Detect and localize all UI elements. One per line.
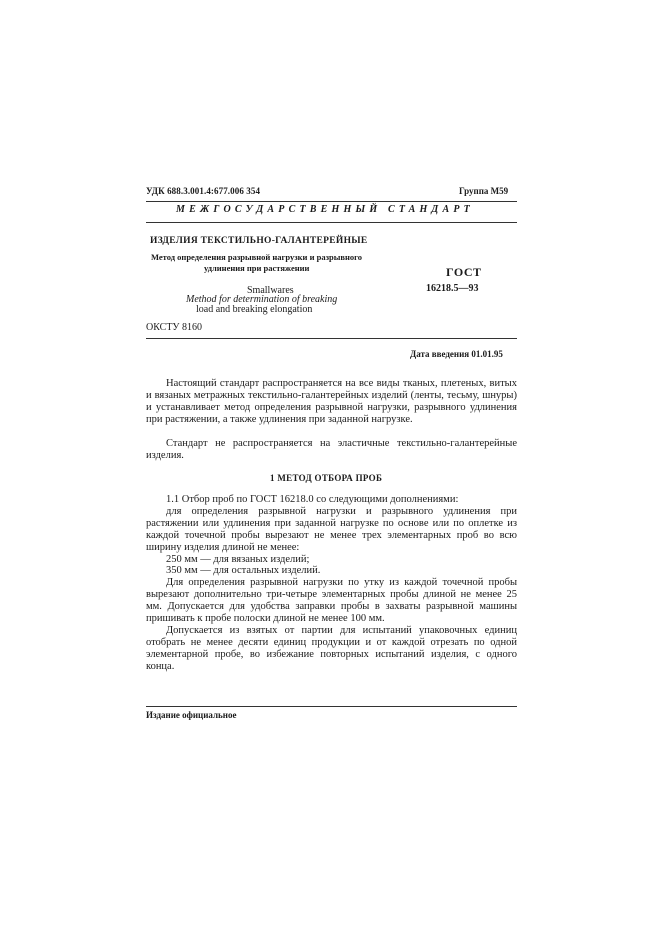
okstu-code: ОКСТУ 8160 bbox=[146, 322, 203, 333]
clause-1-1: 1.1 Отбор проб по ГОСТ 16218.0 со следующими дополнениями: bbox=[166, 494, 459, 505]
header-rule-top bbox=[146, 201, 517, 202]
clause-1-1-sampling-paragraph: Допускается из взятых от партии для испытаний упаковочных единиц отобрать не менее десяти единиц продукции и от каждой отрезать по одной элементарной пробе, во избежание повторных испытаний изделия, с одного конца. bbox=[146, 624, 517, 672]
official-edition-label: Издание официальное bbox=[146, 710, 237, 720]
header-rule-bottom bbox=[146, 222, 517, 223]
english-title-line2: Method for determination of breaking bbox=[186, 294, 338, 305]
document-subtitle-line1: Метод определения разрывной нагрузки и разрывного bbox=[151, 252, 362, 262]
clause-1-1-item-other: 350 мм — для остальных изделий. bbox=[166, 565, 321, 577]
intro-paragraph-2 bbox=[146, 438, 517, 462]
intro-paragraph-1-text: Настоящий стандарт распространяется на все виды тканых, плетеных, витых и вязаных метражных текстильно-галантерейных изделий (ленты, тесьму, шнуры) и устанавливает метод определения разрывной нагрузки, разрывного удлинения при растяжении, а также удлинения при заданной нагрузке. bbox=[146, 378, 517, 425]
clause-1-1-paragraph: для определения разрывной нагрузки и разрывного удлинения при растяжении или удлинения при заданной нагрузке по основе или по оплетке из каждой точечной пробы вырезают не менее трех элементарных проб во всю ширину изделия длиной не менее: bbox=[146, 505, 517, 553]
clause-1-1-weft-paragraph: Для определения разрывной нагрузки по утку из каждой точечной пробы вырезают дополнительно три-четыре элементарных пробы длиной не менее 25 мм. Допускается для удобства заправки пробы в захваты разрывной машины пришивать к пробе полоски длиной не менее 100 мм. bbox=[146, 577, 517, 625]
intro-paragraph-2-text: Стандарт не распространяется на эластичные текстильно-галантерейные изделия. bbox=[146, 438, 517, 461]
title-block-rule bbox=[146, 338, 517, 339]
udk-code: УДК 688.3.001.4:677.006 354 bbox=[146, 186, 261, 196]
introduction-date: Дата введения 01.01.95 bbox=[410, 349, 503, 359]
interstate-standard-banner: МЕЖГОСУДАРСТВЕННЫЙ СТАНДАРТ bbox=[176, 204, 474, 215]
footer-rule bbox=[146, 706, 517, 707]
clause-1-1-item-knitted: 250 мм — для вязаных изделий; bbox=[166, 553, 310, 565]
gost-label: ГОСТ bbox=[446, 265, 482, 279]
gost-number: 16218.5—93 bbox=[426, 283, 479, 294]
english-title-line3: load and breaking elongation bbox=[196, 304, 313, 315]
document-subtitle-line2: удлинения при растяжении bbox=[204, 263, 310, 273]
document-title: ИЗДЕЛИЯ ТЕКСТИЛЬНО-ГАЛАНТЕРЕЙНЫЕ bbox=[150, 236, 368, 246]
intro-paragraph-1 bbox=[146, 378, 517, 426]
section-1-body bbox=[146, 494, 517, 673]
group-code: Группа М59 bbox=[459, 186, 509, 196]
english-title-line1: Smallwares bbox=[247, 285, 294, 296]
section-heading: 1 МЕТОД ОТБОРА ПРОБ bbox=[270, 473, 383, 483]
